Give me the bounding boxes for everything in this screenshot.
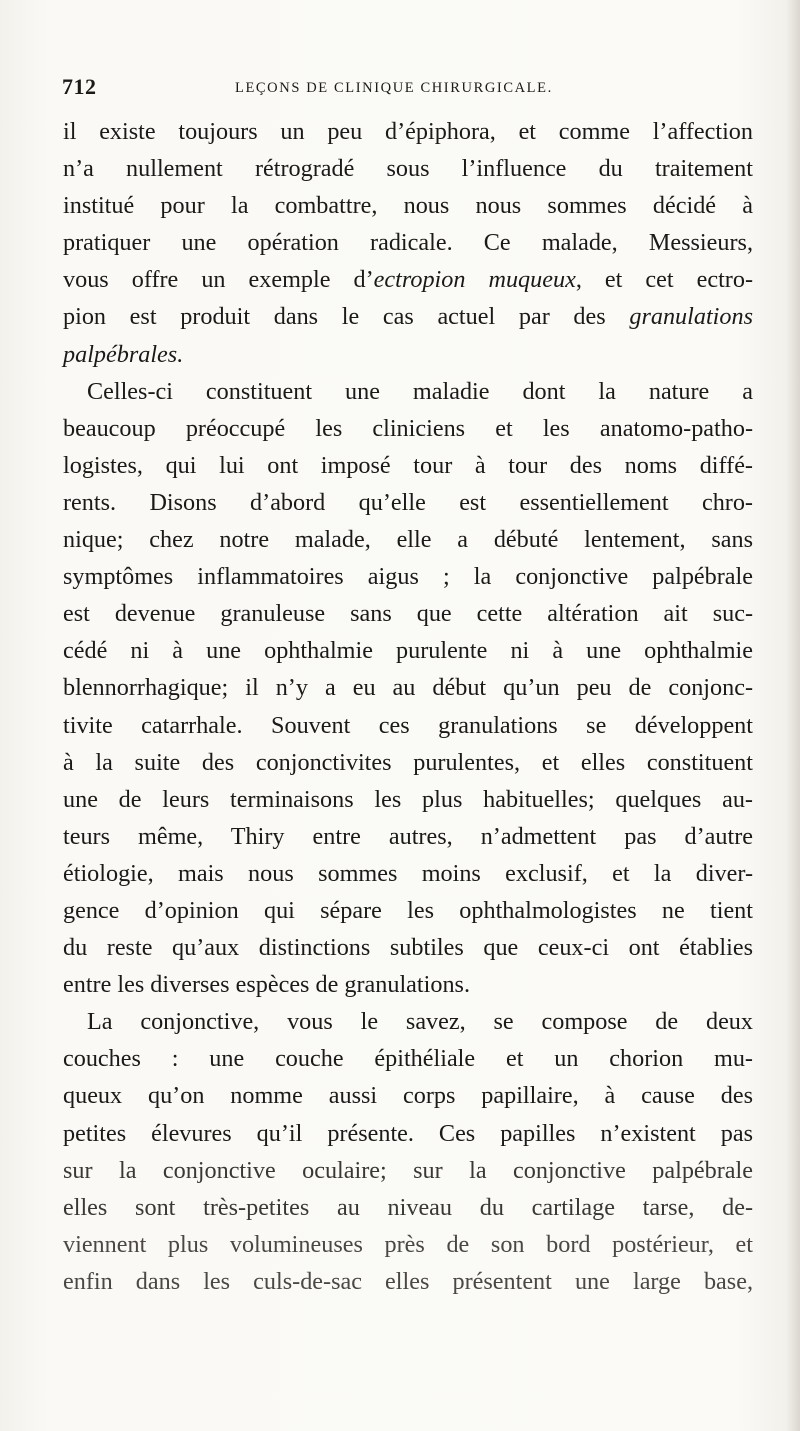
text-line: étiologie, mais nous sommes moins exclusif, et la diver- xyxy=(63,859,753,887)
text-line: cédé ni à une ophthalmie purulente ni à une ophthalmie xyxy=(63,637,753,665)
italic-term: granulations xyxy=(629,303,753,331)
text-line: sur la conjonctive oculaire; sur la conjonctive palpébrale xyxy=(63,1156,753,1184)
text-line: nique; chez notre malade, elle a débuté lentement, sans xyxy=(63,526,753,554)
body-text xyxy=(63,113,753,1300)
text-line: il existe toujours un peu d’épiphora, et comme l’affection xyxy=(63,118,753,145)
text-line: entre les diverses espèces de granulations. xyxy=(63,971,471,999)
text-line: teurs même, Thiry entre autres, n’admettent pas d’autre xyxy=(63,822,753,850)
paragraph-start: La conjonctive, vous le savez, se compose de deux xyxy=(87,1008,753,1036)
text-line: viennent plus volumineuses près de son bord postérieur, et xyxy=(63,1230,753,1258)
text-line: institué pour la combattre, nous nous sommes décidé à xyxy=(63,192,753,220)
text-line: vous offre un exemple d’ectropion muqueux, et cet ectro- xyxy=(63,266,753,294)
page-header xyxy=(62,74,752,104)
text-line: une de leurs terminaisons les plus habituelles; quelques au- xyxy=(63,785,753,813)
running-title: LEÇONS DE CLINIQUE CHIRURGICALE. xyxy=(235,80,553,96)
text-line: petites élevures qu’il présente. Ces papilles n’existent pas xyxy=(63,1119,753,1147)
text-line: du reste qu’aux distinctions subtiles que ceux-ci ont établies xyxy=(63,934,753,962)
text-line: est devenue granuleuse sans que cette altération ait suc- xyxy=(63,600,753,628)
text-line: pion est produit dans le cas actuel par des granulations xyxy=(63,303,753,331)
text-line: à la suite des conjonctivites purulentes, et elles constituent xyxy=(63,748,753,776)
text-line: elles sont très-petites au niveau du cartilage tarse, de- xyxy=(63,1193,753,1221)
text-line: pratiquer une opération radicale. Ce malade, Messieurs, xyxy=(63,229,753,257)
text-line: enfin dans les culs-de-sac elles présentent une large base, xyxy=(63,1267,753,1295)
text-line: logistes, qui lui ont imposé tour à tour des noms diffé- xyxy=(63,451,753,479)
text-line xyxy=(63,336,753,373)
text-line: symptômes inflammatoires aigus ; la conjonctive palpébrale xyxy=(63,563,753,591)
text-line: blennorrhagique; il n’y a eu au début qu’un peu de conjonc- xyxy=(63,674,753,702)
italic-term: palpébrales. xyxy=(63,340,184,368)
text-line: tivite catarrhale. Souvent ces granulations se développent xyxy=(63,711,753,739)
italic-term: ectropion muqueux xyxy=(373,266,576,294)
text-line: rents. Disons d’abord qu’elle est essentiellement chro- xyxy=(63,488,753,516)
text-line: couches : une couche épithéliale et un chorion mu- xyxy=(63,1045,753,1073)
text-line: queux qu’on nomme aussi corps papillaire, à cause des xyxy=(63,1082,753,1110)
text-line: n’a nullement rétrogradé sous l’influence du traitement xyxy=(63,155,753,183)
text-line: gence d’opinion qui sépare les ophthalmologistes ne tient xyxy=(63,896,753,924)
paragraph-start: Celles-ci constituent une maladie dont la nature a xyxy=(87,377,753,405)
text-line: beaucoup préoccupé les cliniciens et les anatomo-patho- xyxy=(63,414,753,442)
page-edge-shadow xyxy=(786,0,800,1431)
page-number: 712 xyxy=(62,74,97,99)
